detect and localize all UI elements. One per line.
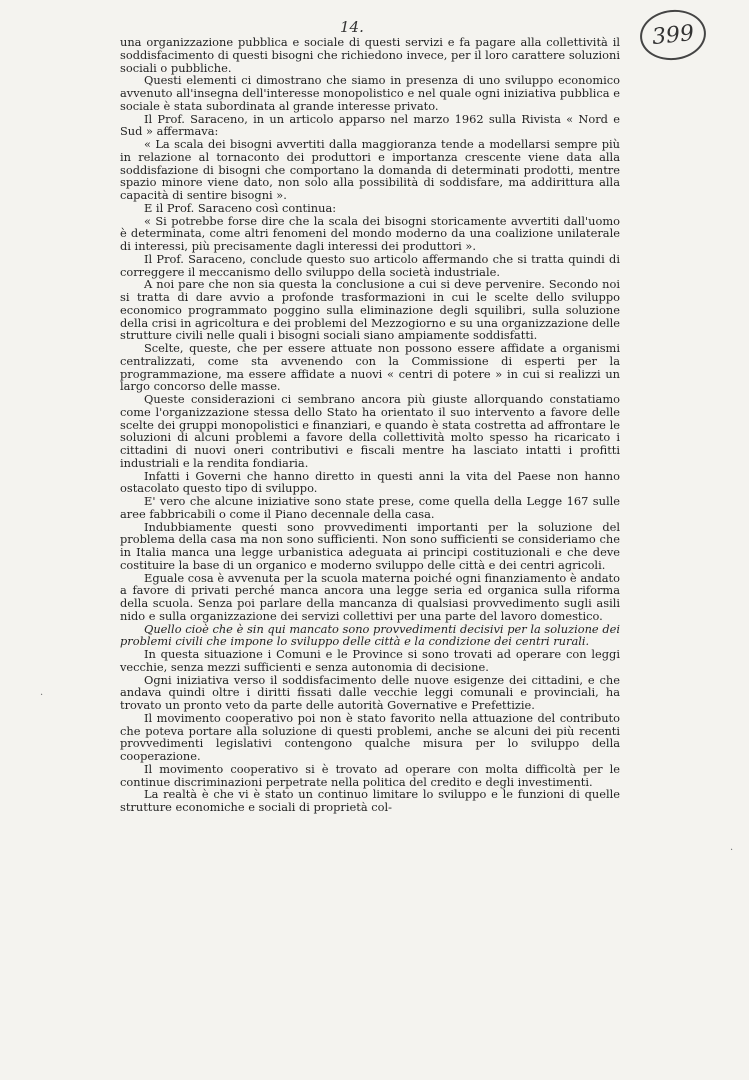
paragraph-5: E il Prof. Saraceno così continua: [144,200,337,215]
paragraph-6-quote: « Si potrebbe forse dire che la scala dei bisogni storicamente avvertiti dall'uomo è determinata, come altri fenomeni del mondo moderno da una coalizione unilaterale di interessi, più precisamente dagli interessi dei produttori ». [120,213,620,253]
document-body [120,36,620,814]
archive-stamp: 399 [638,7,709,64]
paragraph-19: Il movimento cooperativo si è trovato ad operare con molta difficoltà per le continue discriminazioni perpetrate nella politica del credito e degli investimenti. [120,761,620,789]
paragraph-2: Questi elementi ci dimostrano che siamo in presenza di uno sviluppo economico avvenuto all'insegna dell'interesse monopolistico e nel quale ogni iniziativa pubblica e sociale è stata subordinata al grande interesse privato. [120,73,620,113]
paragraph-4-quote: « La scala dei bisogni avvertiti dalla maggioranza tende a modellarsi sempre più in relazione al tornaconto dei produttori e importanza crescente viene data alla soddisfazione di bisogni che comportano la domanda di determinati prodotti, mentre spazio minore viene dato, non solo alla possibilità di soddisfare, ma addirittura alla capacità di sentire bisogni ». [120,137,620,202]
paragraph-12: E' vero che alcune iniziative sono state prese, come quella della Legge 167 sulle aree fabbricabili o come il Piano decennale della casa. [120,494,620,521]
paragraph-13: Indubbiamente questi sono provvedimenti importanti per la soluzione del problema della casa ma non sono sufficienti. Non sono sufficienti se consideriamo che in Italia manca una legge urbanistica adeguata ai principi costituzionali e che deve costituire la base di un organico e moderno sviluppo delle città e dei centri agricoli. [120,519,620,572]
paragraph-16: In questa situazione i Comuni e le Province si sono trovati ad operare con leggi vecchie, senza mezzi sufficienti e senza autonomia di decisione. [120,647,620,674]
paragraph-18: Il movimento cooperativo poi non è stato favorito nella attuazione del contributo che poteva portare alla soluzione di questi problemi, anche se alcuni dei più recenti provvedimenti legislativi contengono qualche misura per lo sviluppo della cooperazione. [120,710,620,763]
page-number: 14. [340,18,364,36]
paragraph-10: Queste considerazioni ci sembrano ancora più giuste allorquando constatiamo come l'organizzazione stessa dello Stato ha orientato il suo intervento a favore delle scelte dei gruppi monopolistici e finanziari, e quando è stata costretta ad affrontare le soluzioni di alcuni problemi a favore della collettività molto spesso ha ricaricato i cittadini di nuovi oneri contributivi e fiscali mentre ha lasciato intatti i profitti industriali e la rendita fondiaria. [120,392,620,470]
paragraph-17: Ogni iniziativa verso il soddisfacimento delle nuove esigenze dei cittadini, e che andava quindi oltre i diritti fissati dalle vecchie leggi comunali e provinciali, ha trovato un pronto veto da parte delle autorità Governative e Prefettizie. [120,672,620,712]
paragraph-11: Infatti i Governi che hanno diretto in questi anni la vita del Paese non hanno ostacolato questo tipo di sviluppo. [120,468,620,496]
margin-dot: · [40,690,44,701]
paragraph-7: Il Prof. Saraceno, conclude questo suo articolo affermando che si tratta quindi di correggere il meccanismo dello sviluppo della società industriale. [120,251,620,279]
paragraph-14: Eguale cosa è avvenuta per la scuola materna poiché ogni finanziamento è andato a favore di privati perché manca ancora una legge seria ed organica sulla riforma della scuola. Senza poi parlare della mancanza di qualsiasi provvedimento sugli asili nido e sulla organizzazione dei servizi collettivi per una parte del lavoro domestico. [120,570,620,623]
paragraph-15-italic: Quello cioè che è sin qui mancato sono provvedimenti decisivi per la soluzione dei problemi civili che impone lo sviluppo delle città e la condizione dei centri rurali. [120,621,620,649]
paragraph-3: Il Prof. Saraceno, in un articolo apparso nel marzo 1962 sulla Rivista « Nord e Sud » affermava: [120,111,620,139]
paragraph-1: una organizzazione pubblica e sociale di questi servizi e fa pagare alla collettività il soddisfacimento di questi bisogni che richiedono invece, per il loro carattere soluzioni sociali o pubbliche. [120,35,620,75]
paragraph-8: A noi pare che non sia questa la conclusione a cui si deve pervenire. Secondo noi si tratta di dare avvio a profonde trasformazioni in cui le scelte dello sviluppo economico programmato poggino sulla eliminazione degli squilibri, sulla soluzione della crisi in agricoltura e dei problemi del Mezzogiorno e su una organizzazione delle strutture civili nelle quali i bisogni sociali siano ampiamente soddisfatti. [120,277,620,343]
margin-dot: · [730,845,734,856]
paragraph-9: Scelte, queste, che per essere attuate non possono essere affidate a organismi centralizzati, come sta avvenendo con la Commissione di esperti per la programmazione, ma essere affidate a nuovi « centri di potere » in cui si realizzi un largo concorso delle masse. [120,341,620,394]
paragraph-20: La realtà è che vi è stato un continuo limitare lo sviluppo e le funzioni di quelle strutture economiche e sociali di proprietà col- [120,787,620,814]
